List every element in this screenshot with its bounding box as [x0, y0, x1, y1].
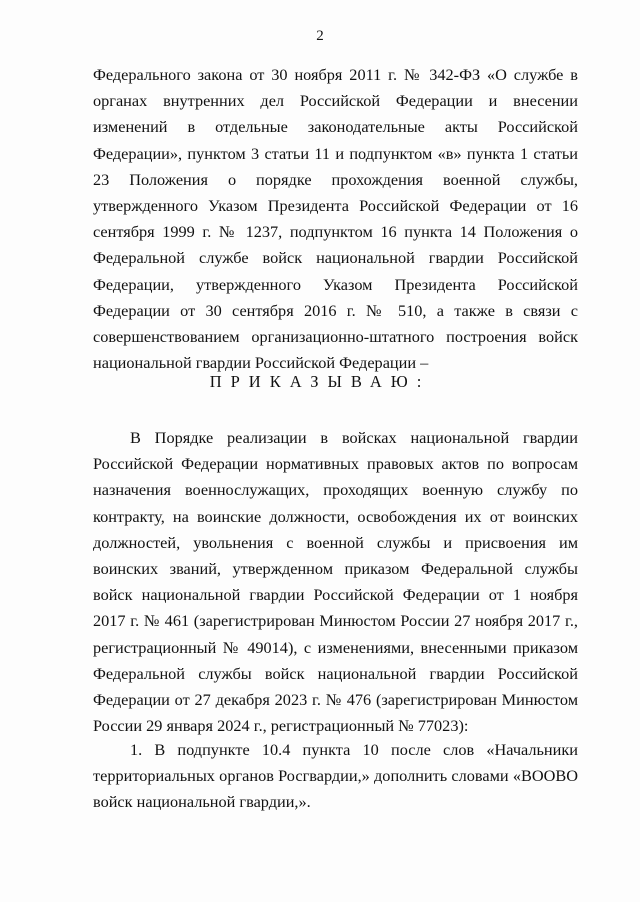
page-number: 2 — [316, 28, 324, 44]
body-paragraph: В Порядке реализации в войсках национальной гвардии Российской Федерации нормативных правовых актов по вопросам назначения военнослужащих, проходящих военную службу по контракту, на воинские должности, освобождения их от воинских должностей, увольнения с военной службы и присвоения им воинских званий, утвержденном приказом Федеральной службы войск национальной гвардии Российской Федерации от 1 ноября 2017 г. № 461 (зарегистрирован Минюстом России 27 ноября 2017 г., регистрационный № 49014), с изменениями, внесенными приказом Федеральной службы войск национальной гвардии Российской Федерации от 27 декабря 2023 г. № 476 (зарегистрирован Минюстом России 29 января 2024 г., регистрационный № 77023): — [93, 428, 578, 736]
list-item-1: 1. В подпункте 10.4 пункта 10 после слов «Начальники территориальных органов Росгвардии,» дополнить словами «ВООВО войск национальной гвардии,». — [93, 740, 578, 812]
intro-paragraph: Федерального закона от 30 ноября 2011 г. № 342-ФЗ «О службе в органах внутренних дел Российской Федерации и внесении изменений в отдельные законодательные акты Российской Федерации», пунктом 3 статьи 11 и подпунктом «в» пункта 1 статьи 23 Положения о порядке прохождения военной службы, утвержденного Указом Президента Российской Федерации от 16 сентября 1999 г. № 1237, подпунктом 16 пункта 14 Положения о Федеральной службе войск национальной гвардии Российской Федерации, утвержденного Указом Президента Российской Федерации от 30 сентября 2016 г. № 510, а также в связи с совершенствованием организационно-штатного построения войск национальной гвардии Российской Федерации – — [93, 65, 578, 373]
order-heading: ПРИКАЗЫВАЮ: — [209, 372, 431, 391]
